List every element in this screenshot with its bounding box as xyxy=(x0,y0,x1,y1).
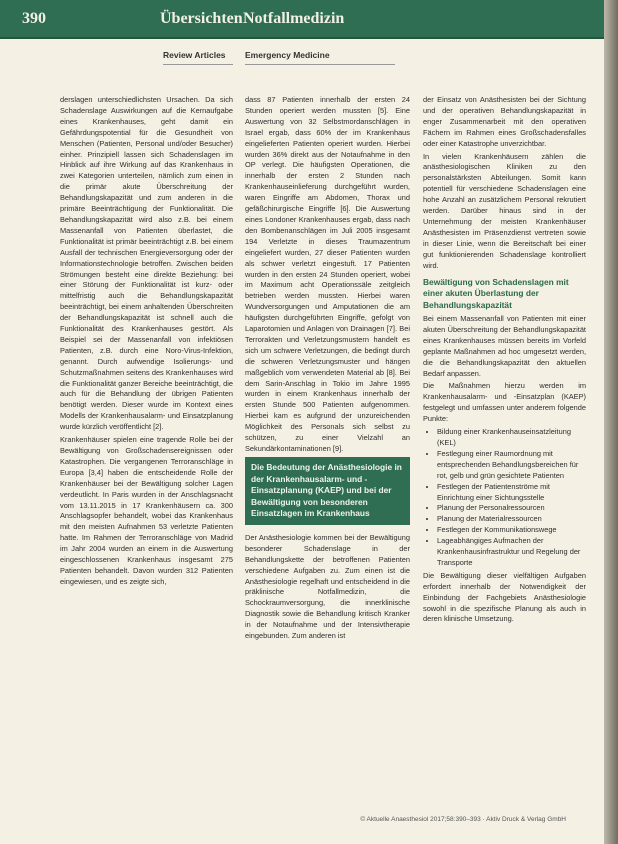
book-spine-shadow xyxy=(604,0,618,844)
text-column-2 xyxy=(245,95,410,644)
subheader-divider xyxy=(245,64,395,65)
paragraph: Der Anästhesiologie kommen bei der Bewältigung besonderer Schadenslage in der Behandlungskette der betroffenen Patienten verschiedene Aufgaben zu. Zum einen ist die Anästhesiologie regelhaft und entscheidend in die präklinische Notfallmedizin, die Schockraumversorgung, die innerklinische Diagnostik sowie die Behandlung kritisch Kranker in der Notaufnahme und der Intensivtherapie eingebunden. Zum anderen ist xyxy=(245,532,410,641)
subheader-right: Emergency Medicine xyxy=(245,50,330,60)
page-number: 390 xyxy=(22,10,46,27)
paragraph: der Einsatz von Anästhesisten bei der Sichtung und der operativen Behandlungskapazität in enger Zusammenarbeit mit den operativen Fächern im Rahmen eines Großschadensfalles oder einer Katastrophe unverzichtbar. xyxy=(423,95,586,148)
subheader-divider xyxy=(163,64,233,65)
paragraph: In vielen Krankenhäusern zählen die anästhesiologischen Kliniken zu den personalstärksten Abteilungen. Somit kann potentiell für verschiedene Schadenslagen eine hohe Anzahl an zusätzlichem Personal rekrutiert werden. Darüber hinaus sind in der Unternehmung der meisten Krankenhäuser Anästhesisten im Präsenzdienst vertreten sowie in dieser Linie, wenn die Bereitschaft bei einer gut funktionierenden Schadenslage kontrolliert wird. xyxy=(423,151,586,270)
list-item: • Planung der Materialressourcen xyxy=(437,514,586,525)
section-heading-box: Die Bedeutung der Anästhesiologie in der Krankenhausalarm- und -Einsatzplanung (KAEP) und bei der Bewältigung von besonderen Einsatzlagen im Krankenhaus xyxy=(245,457,410,525)
text-column-3 xyxy=(423,95,586,627)
text-column-1 xyxy=(60,95,233,590)
list-item: • Planung der Personalressourcen xyxy=(437,503,586,514)
paragraph: Bei einem Massenanfall von Patienten mit einer akuten Überschreitung der Behandlungskapazität eines Krankenhauses müssen bereits im Vorfeld geplante Maßnahmen ad hoc umgesetzt werden, die die Behandlungskapazität den aktuellen Bedarf anpassen. xyxy=(423,314,586,378)
paragraph: Krankenhäuser spielen eine tragende Rolle bei der Bewältigung von Großschadensereignissen oder Katastrophen. Die vergangenen Terroranschläge in Europa [3,4] haben die entscheidende Rolle der Krankenhäuser bei der Bewältigung solcher Lagen verdeutlicht. In Paris wurden in der Anschlagsnacht vom 13.11.2015 in 17 Krankenhäusern ca. 300 Anschlagsopfer behandelt, wobei das Krankenhaus mit den meisten Aufnahmen 53 verletzte Patienten hatte. Im Rahmen der Terroranschläge von Madrid im Jahr 2004 wurden an einem in die Auswertung eingeschlossenen Krankenhaus insgesamt 275 Patienten behandelt. Davon wurden 312 Patienten eingewiesen, und es zeigte sich, xyxy=(60,435,233,586)
paragraph: Die Bewältigung dieser vielfältigen Aufgaben erfordert innerhalb der Notwendigkeit der Einbindung der Fachgebiets Anästhesiologie sowohl in die spezifische Planung als auch in deren klinische Umsetzung. xyxy=(423,570,586,624)
list-item: • Bildung einer Krankenhauseinsatzleitung (KEL) xyxy=(437,427,586,449)
paragraph: Die Maßnahmen hierzu werden im Krankenhausalarm- und -Einsatzplan (KAEP) festgelegt und umfassen unter anderem folgende Punkte: xyxy=(423,381,586,424)
list-item: • Festlegen der Kommunikationswege xyxy=(437,525,586,536)
section-heading: Bewältigung von Schadenslagen mit einer akuten Überlastung der Behandlungskapazität xyxy=(423,276,569,310)
subheader-left: Review Articles xyxy=(163,50,226,60)
section-subtitle: Notfallmedizin xyxy=(243,10,345,27)
list-item: • Lageabhängiges Aufmachen der Krankenhausinfrastruktur und Regelung der Transporte xyxy=(437,536,586,569)
paragraph: dass 87 Patienten innerhalb der ersten 24 Stunden operiert werden mussten [5]. Eine Auswertung von 32 Selbstmordanschlägen in Israel ergab, dass 60% der im Krankenhaus eingelieferten Patienten operiert wurden. Hierbei wurden 36% direkt aus der Notaufnahme in den OP verlegt. Die häufigsten Operationen, die innerhalb der ersten 2 Stunden nach Krankenhauseinlieferung durchgeführt wurden, waren Eingriffe am Abdomen, Thorax und gefäßchirurgische Eingriffe [6]. Die Auswertung eines Londoner Krankenhauses ergab, dass nach den Bombenanschlägen im Juli 2005 insgesamt 194 Verletzte in dieses Traumazentrum eingeliefert wurden, 27 dieser Patienten wurden als schwer verletzt eingestuft. 17 Patienten wurden in den ersten 24 Stunden operiert, wobei im Maximum acht Operationssäle zeitgleich betrieben werden mussten. Hierbei waren Wundversorgungen und Amputationen die am häufigsten durchgeführten Eingriffe, gefolgt von Laparotomien und Anlagen von Drainagen [7]. Bei Terrorakten und Verletzungsmustern handelt es sich um schwere Verletzungen, die bedingt durch die schweren Verletzungsmuster und hängen maßgeblich vom verwendeten Material ab [8]. Bei dem Sarin-Anschlag in Tokio im Jahre 1995 wurden in einem Krankenhaus innerhalb der ersten Stunde 500 Patienten aufgenommen. Hierbei kam es aufgrund der unzureichenden Möglichkeit des Personals sich selbst zu schützen, zu einer Vielzahl an Sekundärkontaminationen [9]. xyxy=(245,95,410,453)
section-title: Übersichten xyxy=(160,10,243,27)
list-item: • Festlegung einer Raumordnung mit entsprechenden Behandlungsbereichen für rot, gelb und grün gesichtete Patienten xyxy=(437,449,586,482)
paragraph: derslagen unterschiedlichsten Ursachen. Da sich Schadenslage Auswirkungen auf die Kernaufgabe eines Krankenhauses, geht damit ein Gefährdungspotential für die Gesundheit von Menschen (Patienten, Personal und/oder Besucher) einher. Prinzipiell lassen sich Schadenslagen im Hinblick auf ihre Wirkung auf das Krankenhaus in zwei Kategorien unterteilen, nämlich zum einen in die primär akute Überschreitung der Behandlungskapazität und zum anderen in die primäre Beeinträchtigung der Funktionalität. Die Behandlungskapazität wird also z.B. bei einem Massenanfall von Patienten überlastet, die Funktionalität ist primär beeinträchtigt z.B. bei einem Ausfall der technischen Energieversorgung oder der Informationstechnologie betroffen. Zwischen beiden Strömungen besteht eine direkte Beziehung: bei einer Störung der Funktionalität ist kurz- oder mittelfristig auch die Behandlungskapazität beeinträchtigt, bei einem anhaltenden Überschreiten der Behandlungskapazität ist schnell auch die Funktionalität des Krankenhauses gestört. Als Beispiel sei der Massenanfall von infektiösen Patienten, z.B. durch eine Noro-Virus-Infektion, genannt. Durch aufwendige Isolierungs- und Schutzmaßnahmen seitens des Krankenhauses wird die Funktionalität ganzer Bereiche beeinträchtigt, die auch für die Behandlung der übrigen Patienten benötigt werden. Dieser wurde im Kontext eines Modells der Krankenhausalarm- und Einsatzplanung wurde kürzlich veröffentlicht [2]. xyxy=(60,95,233,432)
page-footer: © Aktuelle Anaesthesiol 2017;58:390–393 · Aktiv Druck & Verlag GmbH xyxy=(360,816,566,823)
page-header xyxy=(0,0,604,37)
header-rule xyxy=(0,37,604,39)
bullet-list xyxy=(423,427,586,569)
list-item: • Festlegen der Patientenströme mit Einrichtung einer Sichtungsstelle xyxy=(437,482,586,504)
